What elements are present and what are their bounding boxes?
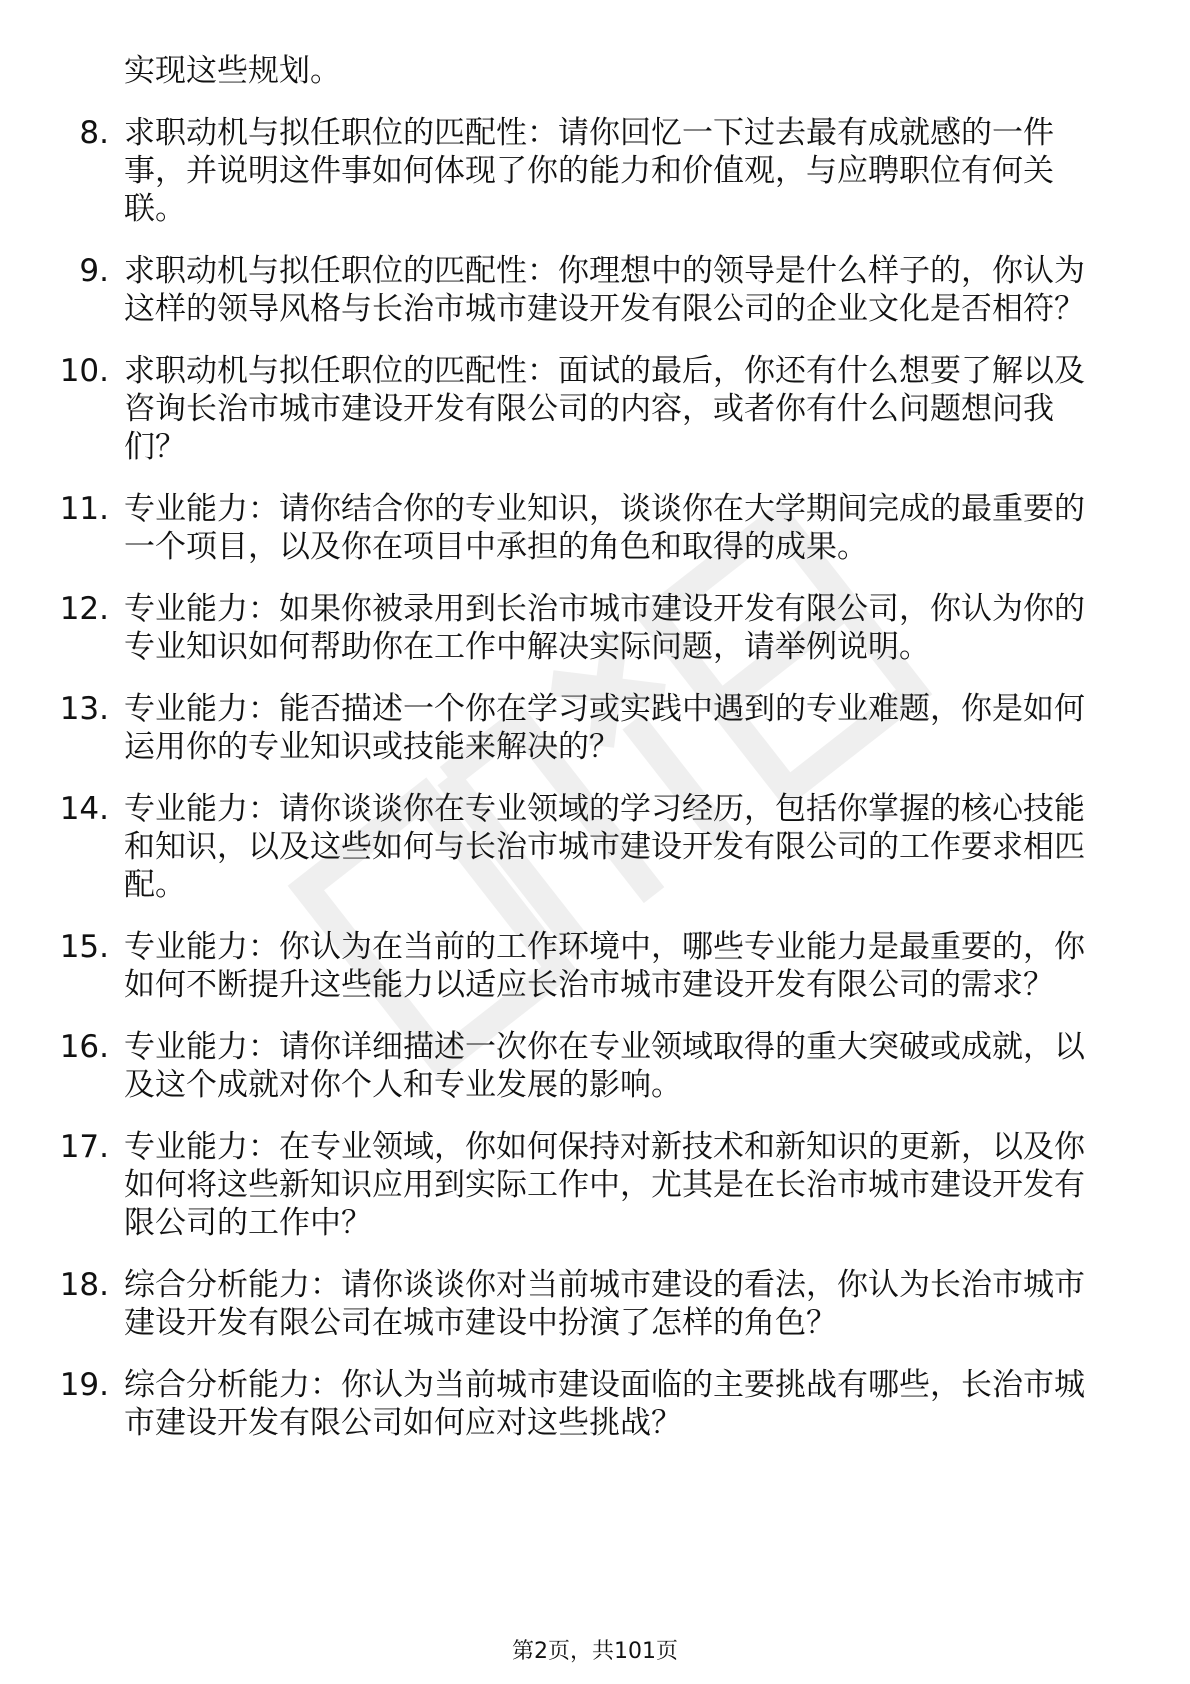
question-text: 求职动机与拟任职位的匹配性：你理想中的领导是什么样子的，你认为这样的领导风格与长治市城市建设开发有限公司的企业文化是否相符？ — [124, 253, 1085, 327]
question-text: 专业能力：在专业领域，你如何保持对新技术和新知识的更新，以及你如何将这些新知识应用到实际工作中，尤其是在长治市城市建设开发有限公司的工作中？ — [124, 1129, 1085, 1241]
question-item — [59, 490, 1114, 566]
question-item — [79, 252, 1114, 328]
continuation-text: 实现这些规划。 — [124, 53, 341, 89]
page-footer: 第2页，共101页 — [512, 1639, 678, 1664]
question-number: 11. — [59, 491, 109, 527]
question-item — [59, 352, 1114, 466]
question-text: 求职动机与拟任职位的匹配性：面试的最后，你还有什么想要了解以及咨询长治市城市建设开发有限公司的内容，或者你有什么问题想问我们？ — [124, 353, 1085, 465]
question-text: 综合分析能力：你认为当前城市建设面临的主要挑战有哪些，长治市城市建设开发有限公司如何应对这些挑战？ — [124, 1367, 1085, 1441]
question-number: 18. — [59, 1267, 109, 1303]
question-item — [59, 1366, 1114, 1442]
question-number: 19. — [59, 1367, 109, 1403]
page-content — [0, 52, 1190, 1466]
question-item — [59, 1128, 1114, 1242]
question-text: 专业能力：如果你被录用到长治市城市建设开发有限公司，你认为你的专业知识如何帮助你在工作中解决实际问题，请举例说明。 — [124, 591, 1085, 665]
question-number: 13. — [59, 691, 109, 727]
question-number: 8. — [79, 115, 109, 151]
question-number: 16. — [59, 1029, 109, 1065]
question-item — [59, 1028, 1114, 1104]
question-item — [79, 114, 1114, 228]
question-item — [59, 1266, 1114, 1342]
question-text: 专业能力：请你结合你的专业知识，谈谈你在大学期间完成的最重要的一个项目，以及你在项目中承担的角色和取得的成果。 — [124, 491, 1085, 565]
question-number: 10. — [59, 353, 109, 389]
question-text: 专业能力：能否描述一个你在学习或实践中遇到的专业难题，你是如何运用你的专业知识或技能来解决的？ — [124, 691, 1085, 765]
question-text: 专业能力：请你详细描述一次你在专业领域取得的重大突破或成就，以及这个成就对你个人和专业发展的影响。 — [124, 1029, 1085, 1103]
question-number: 12. — [59, 591, 109, 627]
question-item — [59, 590, 1114, 666]
question-number: 15. — [59, 929, 109, 965]
question-number: 14. — [59, 791, 109, 827]
question-item — [59, 928, 1114, 1004]
question-text: 求职动机与拟任职位的匹配性：请你回忆一下过去最有成就感的一件事，并说明这件事如何体现了你的能力和价值观，与应聘职位有何关联。 — [124, 115, 1054, 227]
question-number: 9. — [79, 253, 109, 289]
question-item — [59, 690, 1114, 766]
question-text: 专业能力：你认为在当前的工作环境中，哪些专业能力是最重要的，你如何不断提升这些能力以适应长治市城市建设开发有限公司的需求？ — [124, 929, 1085, 1003]
question-number: 17. — [59, 1129, 109, 1165]
question-text: 综合分析能力：请你谈谈你对当前城市建设的看法，你认为长治市城市建设开发有限公司在城市建设中扮演了怎样的角色？ — [124, 1267, 1085, 1341]
question-item — [59, 790, 1114, 904]
question-list — [0, 114, 1190, 1442]
question-text: 专业能力：请你谈谈你在专业领域的学习经历，包括你掌握的核心技能和知识，以及这些如何与长治市城市建设开发有限公司的工作要求相匹配。 — [124, 791, 1085, 903]
